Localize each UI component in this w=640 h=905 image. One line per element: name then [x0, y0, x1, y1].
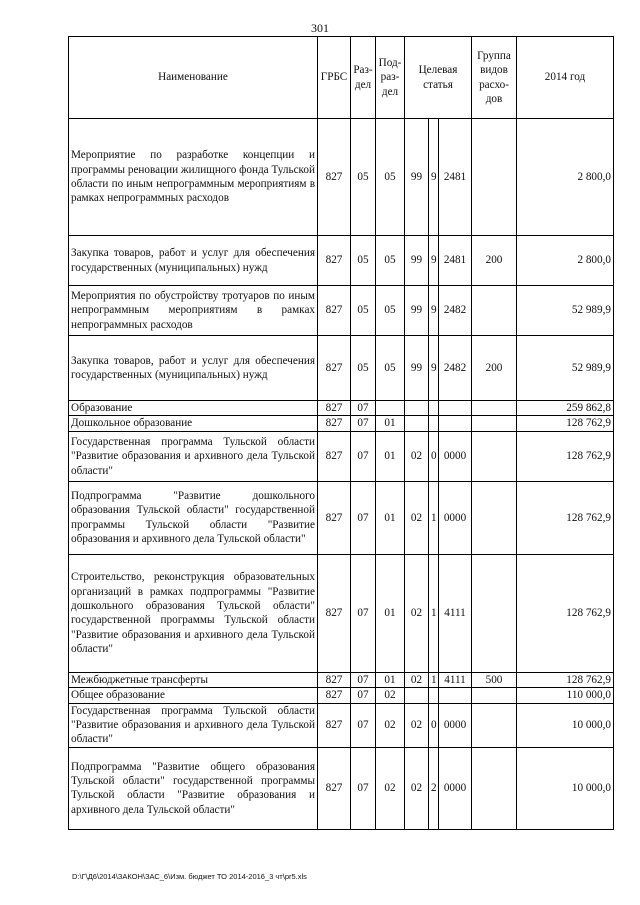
sum-2014-cell: 128 762,9: [517, 416, 614, 431]
budget-table: [68, 36, 614, 830]
cs-subprogram-cell: 9: [429, 336, 439, 401]
header-razdel: Раз-дел: [351, 37, 376, 119]
cs-code-cell: [439, 688, 472, 703]
table-row: [69, 336, 614, 401]
cs-program-cell: 02: [405, 554, 429, 672]
razdel-cell: 07: [351, 703, 376, 747]
row-name: Мероприятие по разработке концепции и программы реновации жилищного фонда Тульской области по иным непрограммным мероприятиям в рамках непрограммных расходов: [69, 119, 318, 236]
podrazdel-cell: 05: [376, 236, 405, 286]
cs-code-cell: 2482: [439, 286, 472, 336]
row-name: Государственная программа Тульской области "Развитие образования и архивного дела Тульской области": [69, 431, 318, 481]
cs-subprogram-cell: [429, 401, 439, 416]
row-name: Закупка товаров, работ и услуг для обеспечения государственных (муниципальных) нужд: [69, 336, 318, 401]
sum-2014-cell: 2 800,0: [517, 236, 614, 286]
table-row: [69, 401, 614, 416]
table-row: [69, 416, 614, 431]
cs-code-cell: 0000: [439, 703, 472, 747]
podrazdel-cell: 05: [376, 286, 405, 336]
cs-subprogram-cell: [429, 416, 439, 431]
table-row: [69, 286, 614, 336]
razdel-cell: 07: [351, 431, 376, 481]
table-row: [69, 554, 614, 672]
cs-subprogram-cell: 0: [429, 703, 439, 747]
table-header-row: [69, 37, 614, 119]
row-name: Государственная программа Тульской области "Развитие образования и архивного дела Тульской области": [69, 703, 318, 747]
cs-code-cell: [439, 416, 472, 431]
table-body: [69, 119, 614, 830]
row-name: Подпрограмма "Развитие общего образования Тульской области" государственной программы Тульской области "Развитие образования и архивного дела Тульской области": [69, 747, 318, 829]
vid-rashodov-cell: [472, 416, 517, 431]
cs-code-cell: 4111: [439, 672, 472, 687]
row-name: Межбюджетные трансферты: [69, 672, 318, 687]
grbs-cell: 827: [318, 236, 351, 286]
grbs-cell: 827: [318, 688, 351, 703]
cs-code-cell: [439, 401, 472, 416]
cs-subprogram-cell: 9: [429, 119, 439, 236]
sum-2014-cell: 52 989,9: [517, 286, 614, 336]
cs-program-cell: 02: [405, 747, 429, 829]
grbs-cell: 827: [318, 481, 351, 554]
cs-program-cell: [405, 688, 429, 703]
podrazdel-cell: 01: [376, 416, 405, 431]
vid-rashodov-cell: 200: [472, 236, 517, 286]
vid-rashodov-cell: [472, 554, 517, 672]
sum-2014-cell: 128 762,9: [517, 672, 614, 687]
cs-program-cell: 02: [405, 672, 429, 687]
cs-program-cell: 02: [405, 703, 429, 747]
razdel-cell: 07: [351, 672, 376, 687]
grbs-cell: 827: [318, 747, 351, 829]
podrazdel-cell: 02: [376, 703, 405, 747]
sum-2014-cell: 10 000,0: [517, 747, 614, 829]
vid-rashodov-cell: [472, 431, 517, 481]
row-name: Образование: [69, 401, 318, 416]
vid-rashodov-cell: 500: [472, 672, 517, 687]
cs-subprogram-cell: [429, 688, 439, 703]
sum-2014-cell: 259 862,8: [517, 401, 614, 416]
header-year: 2014 год: [517, 37, 614, 119]
cs-program-cell: 99: [405, 336, 429, 401]
row-name: Закупка товаров, работ и услуг для обеспечения государственных (муниципальных) нужд: [69, 236, 318, 286]
row-name: Общее образование: [69, 688, 318, 703]
razdel-cell: 07: [351, 481, 376, 554]
grbs-cell: 827: [318, 554, 351, 672]
grbs-cell: 827: [318, 401, 351, 416]
podrazdel-cell: 01: [376, 481, 405, 554]
razdel-cell: 07: [351, 554, 376, 672]
cs-program-cell: 02: [405, 481, 429, 554]
cs-subprogram-cell: 2: [429, 747, 439, 829]
cs-program-cell: 99: [405, 236, 429, 286]
vid-rashodov-cell: [472, 286, 517, 336]
cs-subprogram-cell: 1: [429, 554, 439, 672]
row-name: Строительство, реконструкция образовательных организаций в рамках подпрограммы "Развитие дошкольного образования Тульской области" государственной программы Тульской области "Развитие образования и архивного дела Тульской области": [69, 554, 318, 672]
razdel-cell: 05: [351, 236, 376, 286]
header-podrazdel: Под-раз-дел: [376, 37, 405, 119]
cs-program-cell: 99: [405, 119, 429, 236]
file-path-footer: D:\Г\Д6\2014\ЗАКОН\ЗАС_6\Изм. бюджет ТО 2014-2016_3 чт\pr5.xls: [72, 872, 307, 881]
header-grbs: ГРБС: [318, 37, 351, 119]
cs-subprogram-cell: 1: [429, 481, 439, 554]
razdel-cell: 07: [351, 747, 376, 829]
grbs-cell: 827: [318, 119, 351, 236]
razdel-cell: 05: [351, 336, 376, 401]
podrazdel-cell: 02: [376, 688, 405, 703]
vid-rashodov-cell: [472, 401, 517, 416]
grbs-cell: 827: [318, 672, 351, 687]
sum-2014-cell: 52 989,9: [517, 336, 614, 401]
cs-program-cell: [405, 401, 429, 416]
table-row: [69, 481, 614, 554]
table-row: [69, 672, 614, 687]
vid-rashodov-cell: 200: [472, 336, 517, 401]
cs-subprogram-cell: 9: [429, 236, 439, 286]
vid-rashodov-cell: [472, 703, 517, 747]
razdel-cell: 07: [351, 401, 376, 416]
grbs-cell: 827: [318, 416, 351, 431]
grbs-cell: 827: [318, 703, 351, 747]
header-gruppa-vidov: Группа видов расхо-дов: [472, 37, 517, 119]
cs-subprogram-cell: 9: [429, 286, 439, 336]
razdel-cell: 07: [351, 688, 376, 703]
podrazdel-cell: 01: [376, 554, 405, 672]
podrazdel-cell: 02: [376, 747, 405, 829]
table-row: [69, 431, 614, 481]
sum-2014-cell: 128 762,9: [517, 481, 614, 554]
row-name: Дошкольное образование: [69, 416, 318, 431]
row-name: Подпрограмма "Развитие дошкольного образования Тульской области" государственной программы Тульской области "Развитие образования и архивного дела Тульской области": [69, 481, 318, 554]
table-row: [69, 703, 614, 747]
sum-2014-cell: 10 000,0: [517, 703, 614, 747]
sum-2014-cell: 2 800,0: [517, 119, 614, 236]
grbs-cell: 827: [318, 286, 351, 336]
cs-code-cell: 2481: [439, 236, 472, 286]
podrazdel-cell: 01: [376, 431, 405, 481]
podrazdel-cell: [376, 401, 405, 416]
grbs-cell: 827: [318, 336, 351, 401]
sum-2014-cell: 128 762,9: [517, 554, 614, 672]
table-row: [69, 236, 614, 286]
podrazdel-cell: 01: [376, 672, 405, 687]
cs-code-cell: 0000: [439, 747, 472, 829]
vid-rashodov-cell: [472, 119, 517, 236]
page-number: 301: [311, 21, 329, 35]
cs-subprogram-cell: 1: [429, 672, 439, 687]
razdel-cell: 07: [351, 416, 376, 431]
cs-code-cell: 2482: [439, 336, 472, 401]
table-row: [69, 747, 614, 829]
vid-rashodov-cell: [472, 688, 517, 703]
table-row: [69, 119, 614, 236]
razdel-cell: 05: [351, 119, 376, 236]
cs-subprogram-cell: 0: [429, 431, 439, 481]
vid-rashodov-cell: [472, 481, 517, 554]
razdel-cell: 05: [351, 286, 376, 336]
row-name: Мероприятия по обустройству тротуаров по иным непрограммным мероприятиям в рамках непрограммных расходов: [69, 286, 318, 336]
cs-program-cell: [405, 416, 429, 431]
header-name: Наименование: [69, 37, 318, 119]
sum-2014-cell: 128 762,9: [517, 431, 614, 481]
cs-program-cell: 99: [405, 286, 429, 336]
cs-program-cell: 02: [405, 431, 429, 481]
vid-rashodov-cell: [472, 747, 517, 829]
podrazdel-cell: 05: [376, 119, 405, 236]
cs-code-cell: 0000: [439, 431, 472, 481]
cs-code-cell: 2481: [439, 119, 472, 236]
grbs-cell: 827: [318, 431, 351, 481]
cs-code-cell: 4111: [439, 554, 472, 672]
table-row: [69, 688, 614, 703]
podrazdel-cell: 05: [376, 336, 405, 401]
sum-2014-cell: 110 000,0: [517, 688, 614, 703]
header-celevaya-statya: Целевая статья: [405, 37, 472, 119]
cs-code-cell: 0000: [439, 481, 472, 554]
